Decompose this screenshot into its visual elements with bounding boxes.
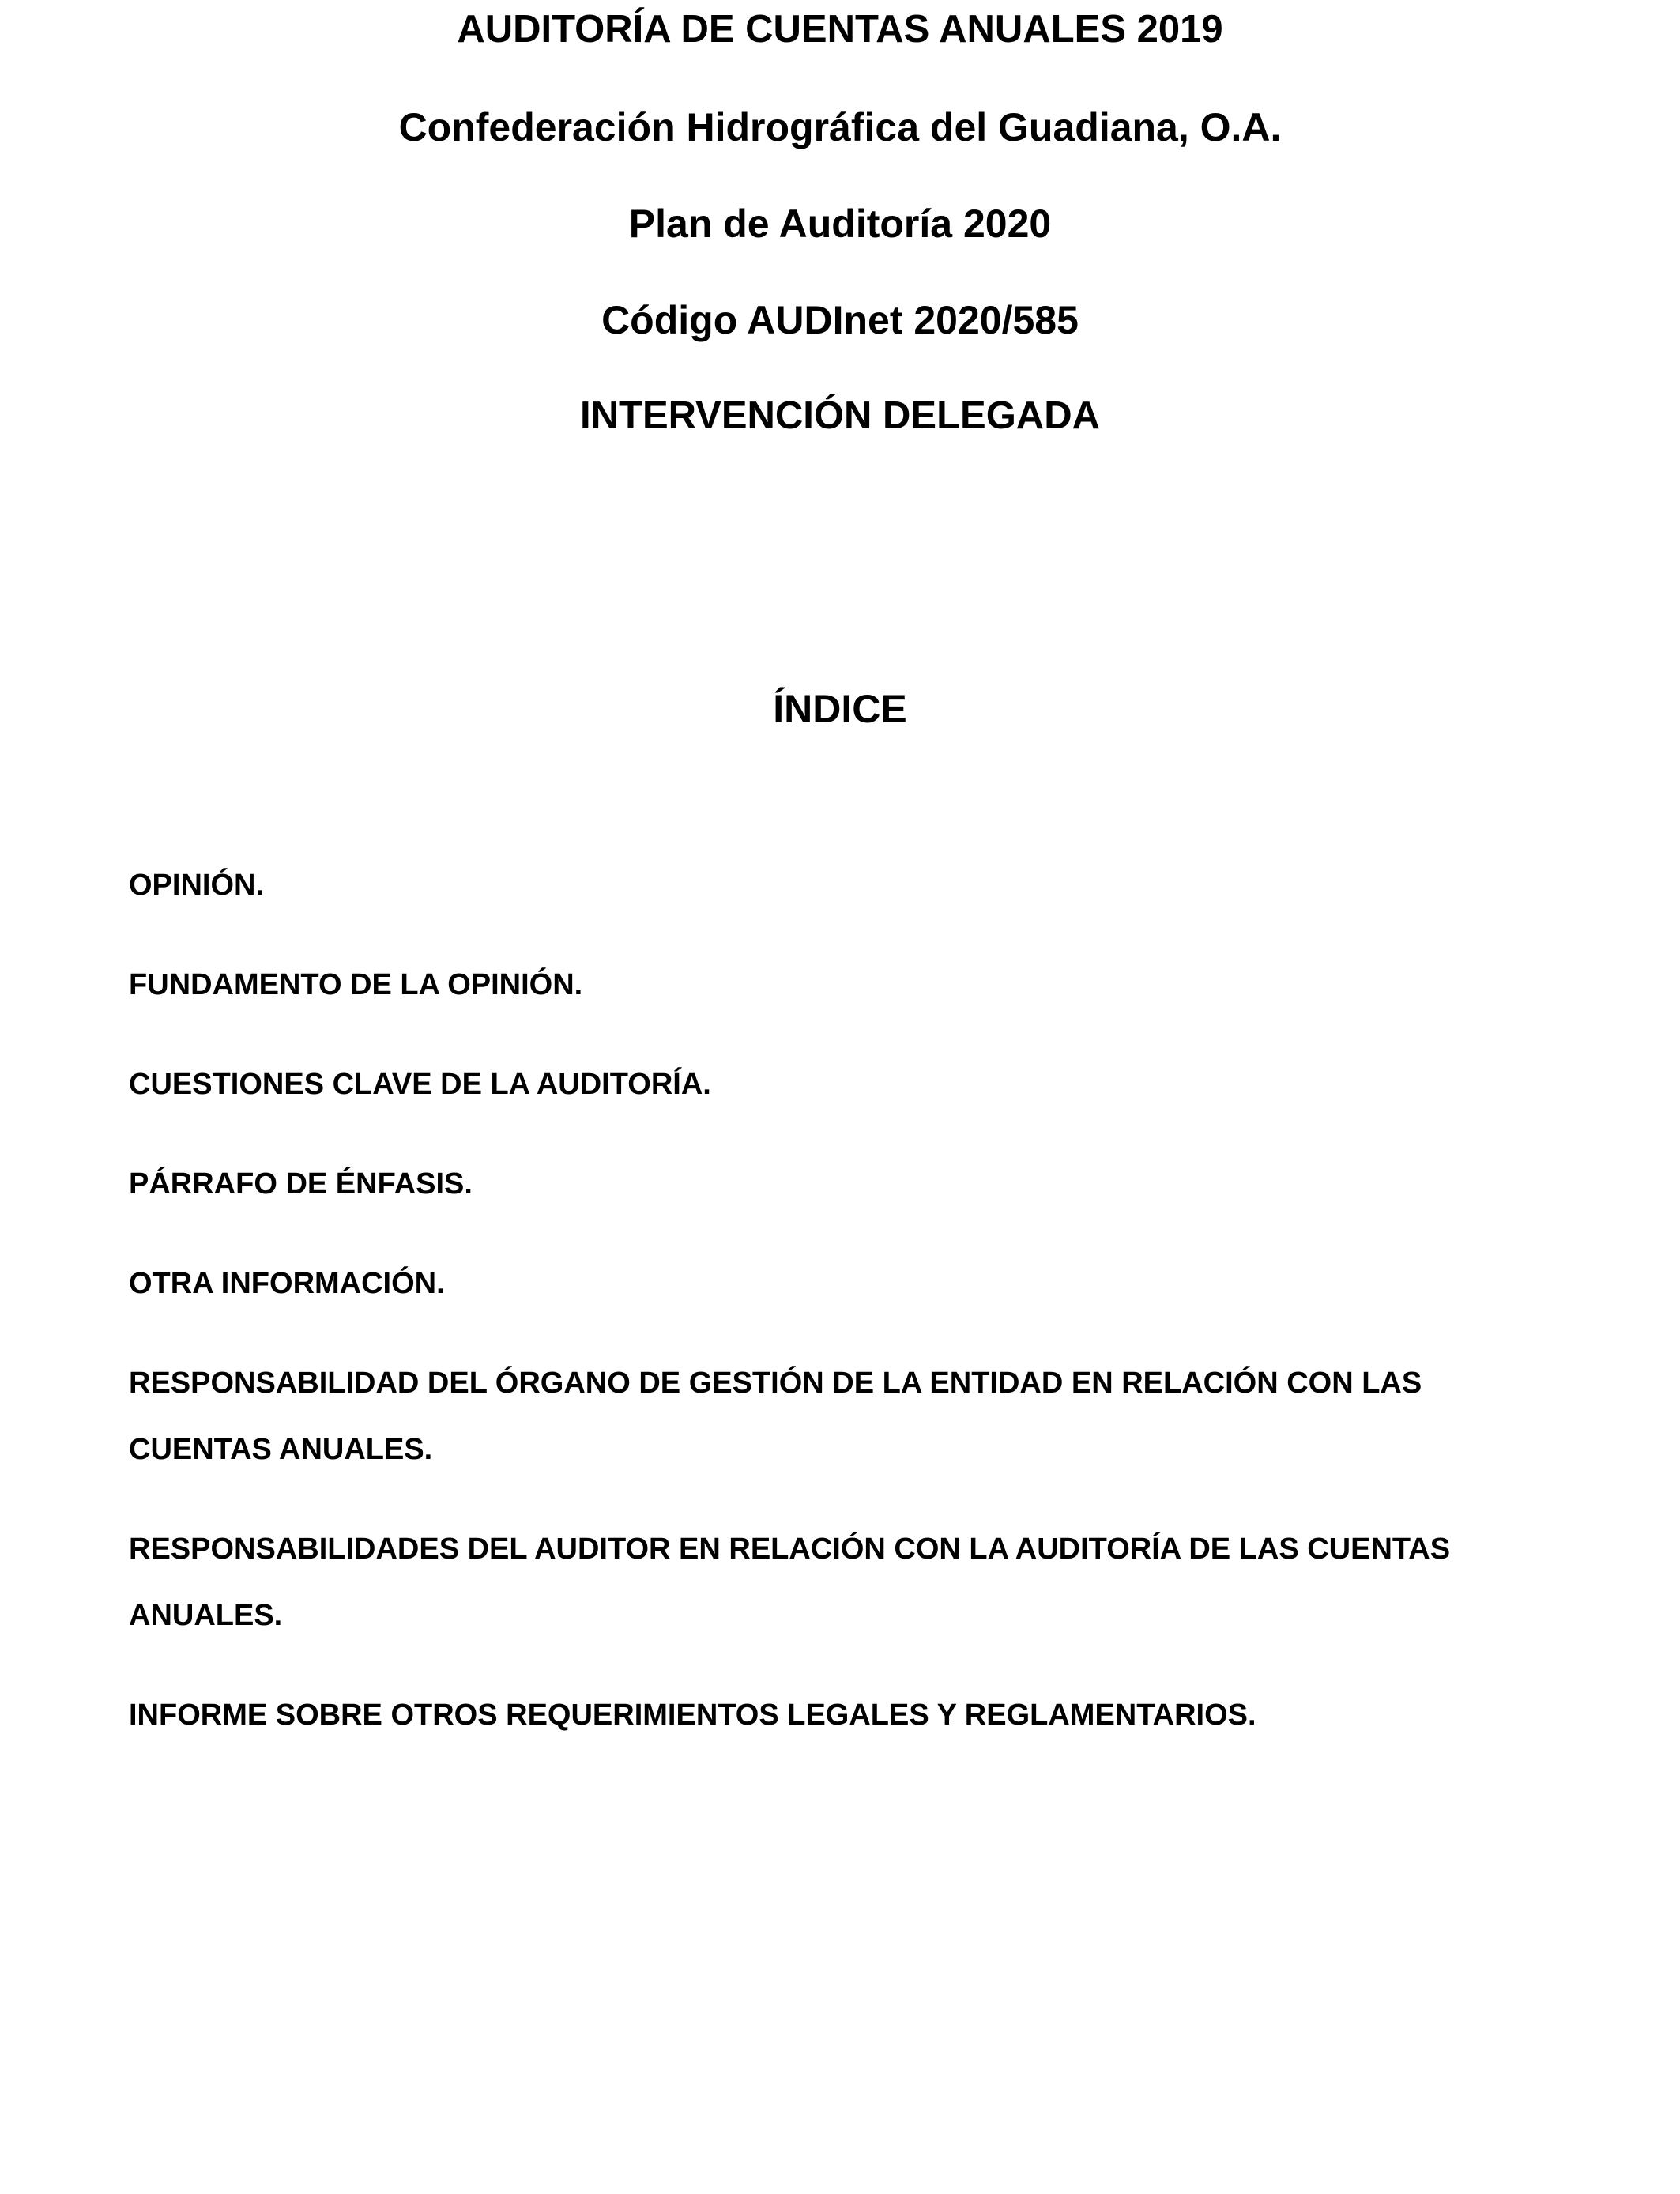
office-name: INTERVENCIÓN DELEGADA <box>580 394 1100 437</box>
document-title: AUDITORÍA DE CUENTAS ANUALES 2019 <box>457 8 1223 51</box>
toc-item-responsabilidad-organo: RESPONSABILIDAD DEL ÓRGANO DE GESTIÓN DE LA ENTIDAD EN RELACIÓN CON LAS CUENTAS ANUALES. <box>129 1367 1422 1466</box>
toc-item-cuestiones-clave: CUESTIONES CLAVE DE LA AUDITORÍA. <box>129 1068 711 1101</box>
table-of-contents <box>129 852 1567 1781</box>
toc-item-responsabilidades-auditor: RESPONSABILIDADES DEL AUDITOR EN RELACIÓN CON LA AUDITORÍA DE LAS CUENTAS ANUALES. <box>129 1532 1451 1632</box>
index-heading: ÍNDICE <box>773 687 907 731</box>
toc-item-otros-requerimientos: INFORME SOBRE OTROS REQUERIMIENTOS LEGALES Y REGLAMENTARIOS. <box>129 1698 1256 1732</box>
audit-plan: Plan de Auditoría 2020 <box>628 202 1052 246</box>
toc-item-otra-informacion: OTRA INFORMACIÓN. <box>129 1267 445 1300</box>
entity-name: Confederación Hidrográfica del Guadiana, O.A. <box>398 105 1282 149</box>
toc-item-parrafo-enfasis: PÁRRAFO DE ÉNFASIS. <box>129 1167 473 1201</box>
toc-item-opinion: OPINIÓN. <box>129 869 265 902</box>
toc-item-fundamento: FUNDAMENTO DE LA OPINIÓN. <box>129 968 583 1001</box>
audinet-code: Código AUDInet 2020/585 <box>601 298 1079 342</box>
